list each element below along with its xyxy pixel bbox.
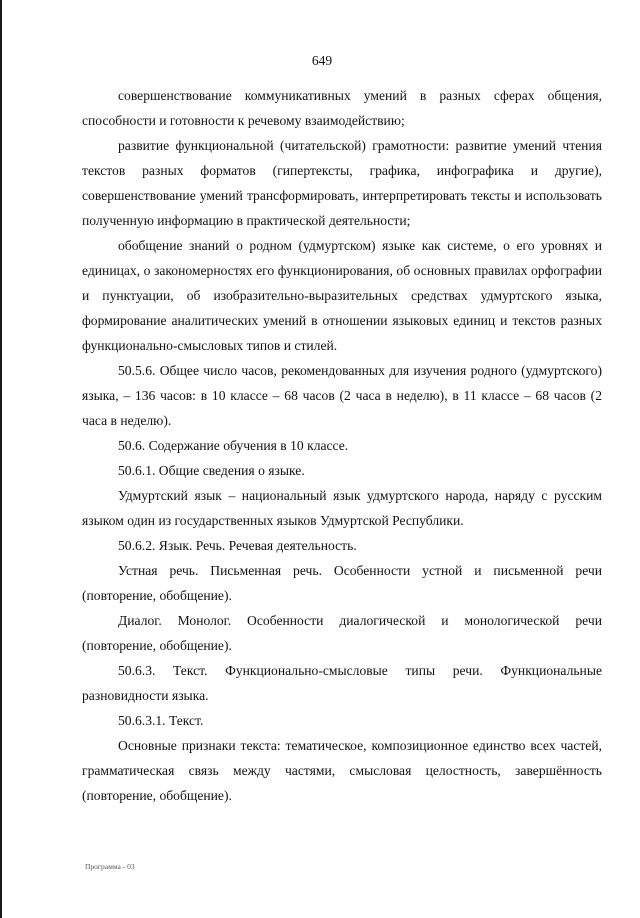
- text-body: [82, 83, 602, 808]
- paragraph: развитие функциональной (читательской) грамотности: развитие умений чтения текстов разных форматов (гипертексты, графика, инфографика и другие), совершенствование умений трансформировать, интерпретировать тексты и использовать полученную информацию в практической деятельности;: [82, 138, 602, 228]
- paragraph: 50.6.1. Общие сведения о языке.: [118, 463, 305, 478]
- paragraph: 50.6.3.1. Текст.: [118, 713, 204, 728]
- paragraph: Удмуртский язык – национальный язык удмуртского народа, наряду с русским языком один из государственных языков Удмуртской Республики.: [82, 488, 602, 528]
- paragraph: 50.6.3. Текст. Функционально-смысловые типы речи. Функциональные разновидности языка.: [82, 663, 602, 703]
- paragraph: совершенствование коммуникативных умений в разных сферах общения, способности и готовности к речевому взаимодействию;: [82, 88, 602, 128]
- paragraph: 50.5.6. Общее число часов, рекомендованных для изучения родного (удмуртского) языка, – 136 часов: в 10 классе – 68 часов (2 часа в неделю), в 11 классе – 68 часов (2 часа в неделю).: [82, 363, 602, 428]
- paragraph: Устная речь. Письменная речь. Особенности устной и письменной речи (повторение, обобщение).: [82, 563, 602, 603]
- paragraph: Диалог. Монолог. Особенности диалогической и монологической речи (повторение, обобщение).: [82, 613, 602, 653]
- paragraph: Основные признаки текста: тематическое, композиционное единство всех частей, грамматическая связь между частями, смысловая целостность, завершённость (повторение, обобщение).: [82, 738, 602, 803]
- paragraph: 50.6.2. Язык. Речь. Речевая деятельность.: [118, 538, 357, 553]
- page-number: 649: [311, 53, 333, 68]
- page-footer: Программа - 03: [85, 862, 135, 871]
- paragraph: обобщение знаний о родном (удмуртском) языке как системе, о его уровнях и единицах, о закономерностях его функционирования, об основных правилах орфографии и пунктуации, об изобразительно-выразительных средствах удмуртского языка, формирование аналитических умений в отношении языковых единиц и текстов разных функционально-смысловых типов и стилей.: [82, 238, 602, 353]
- paragraph: 50.6. Содержание обучения в 10 классе.: [118, 438, 349, 453]
